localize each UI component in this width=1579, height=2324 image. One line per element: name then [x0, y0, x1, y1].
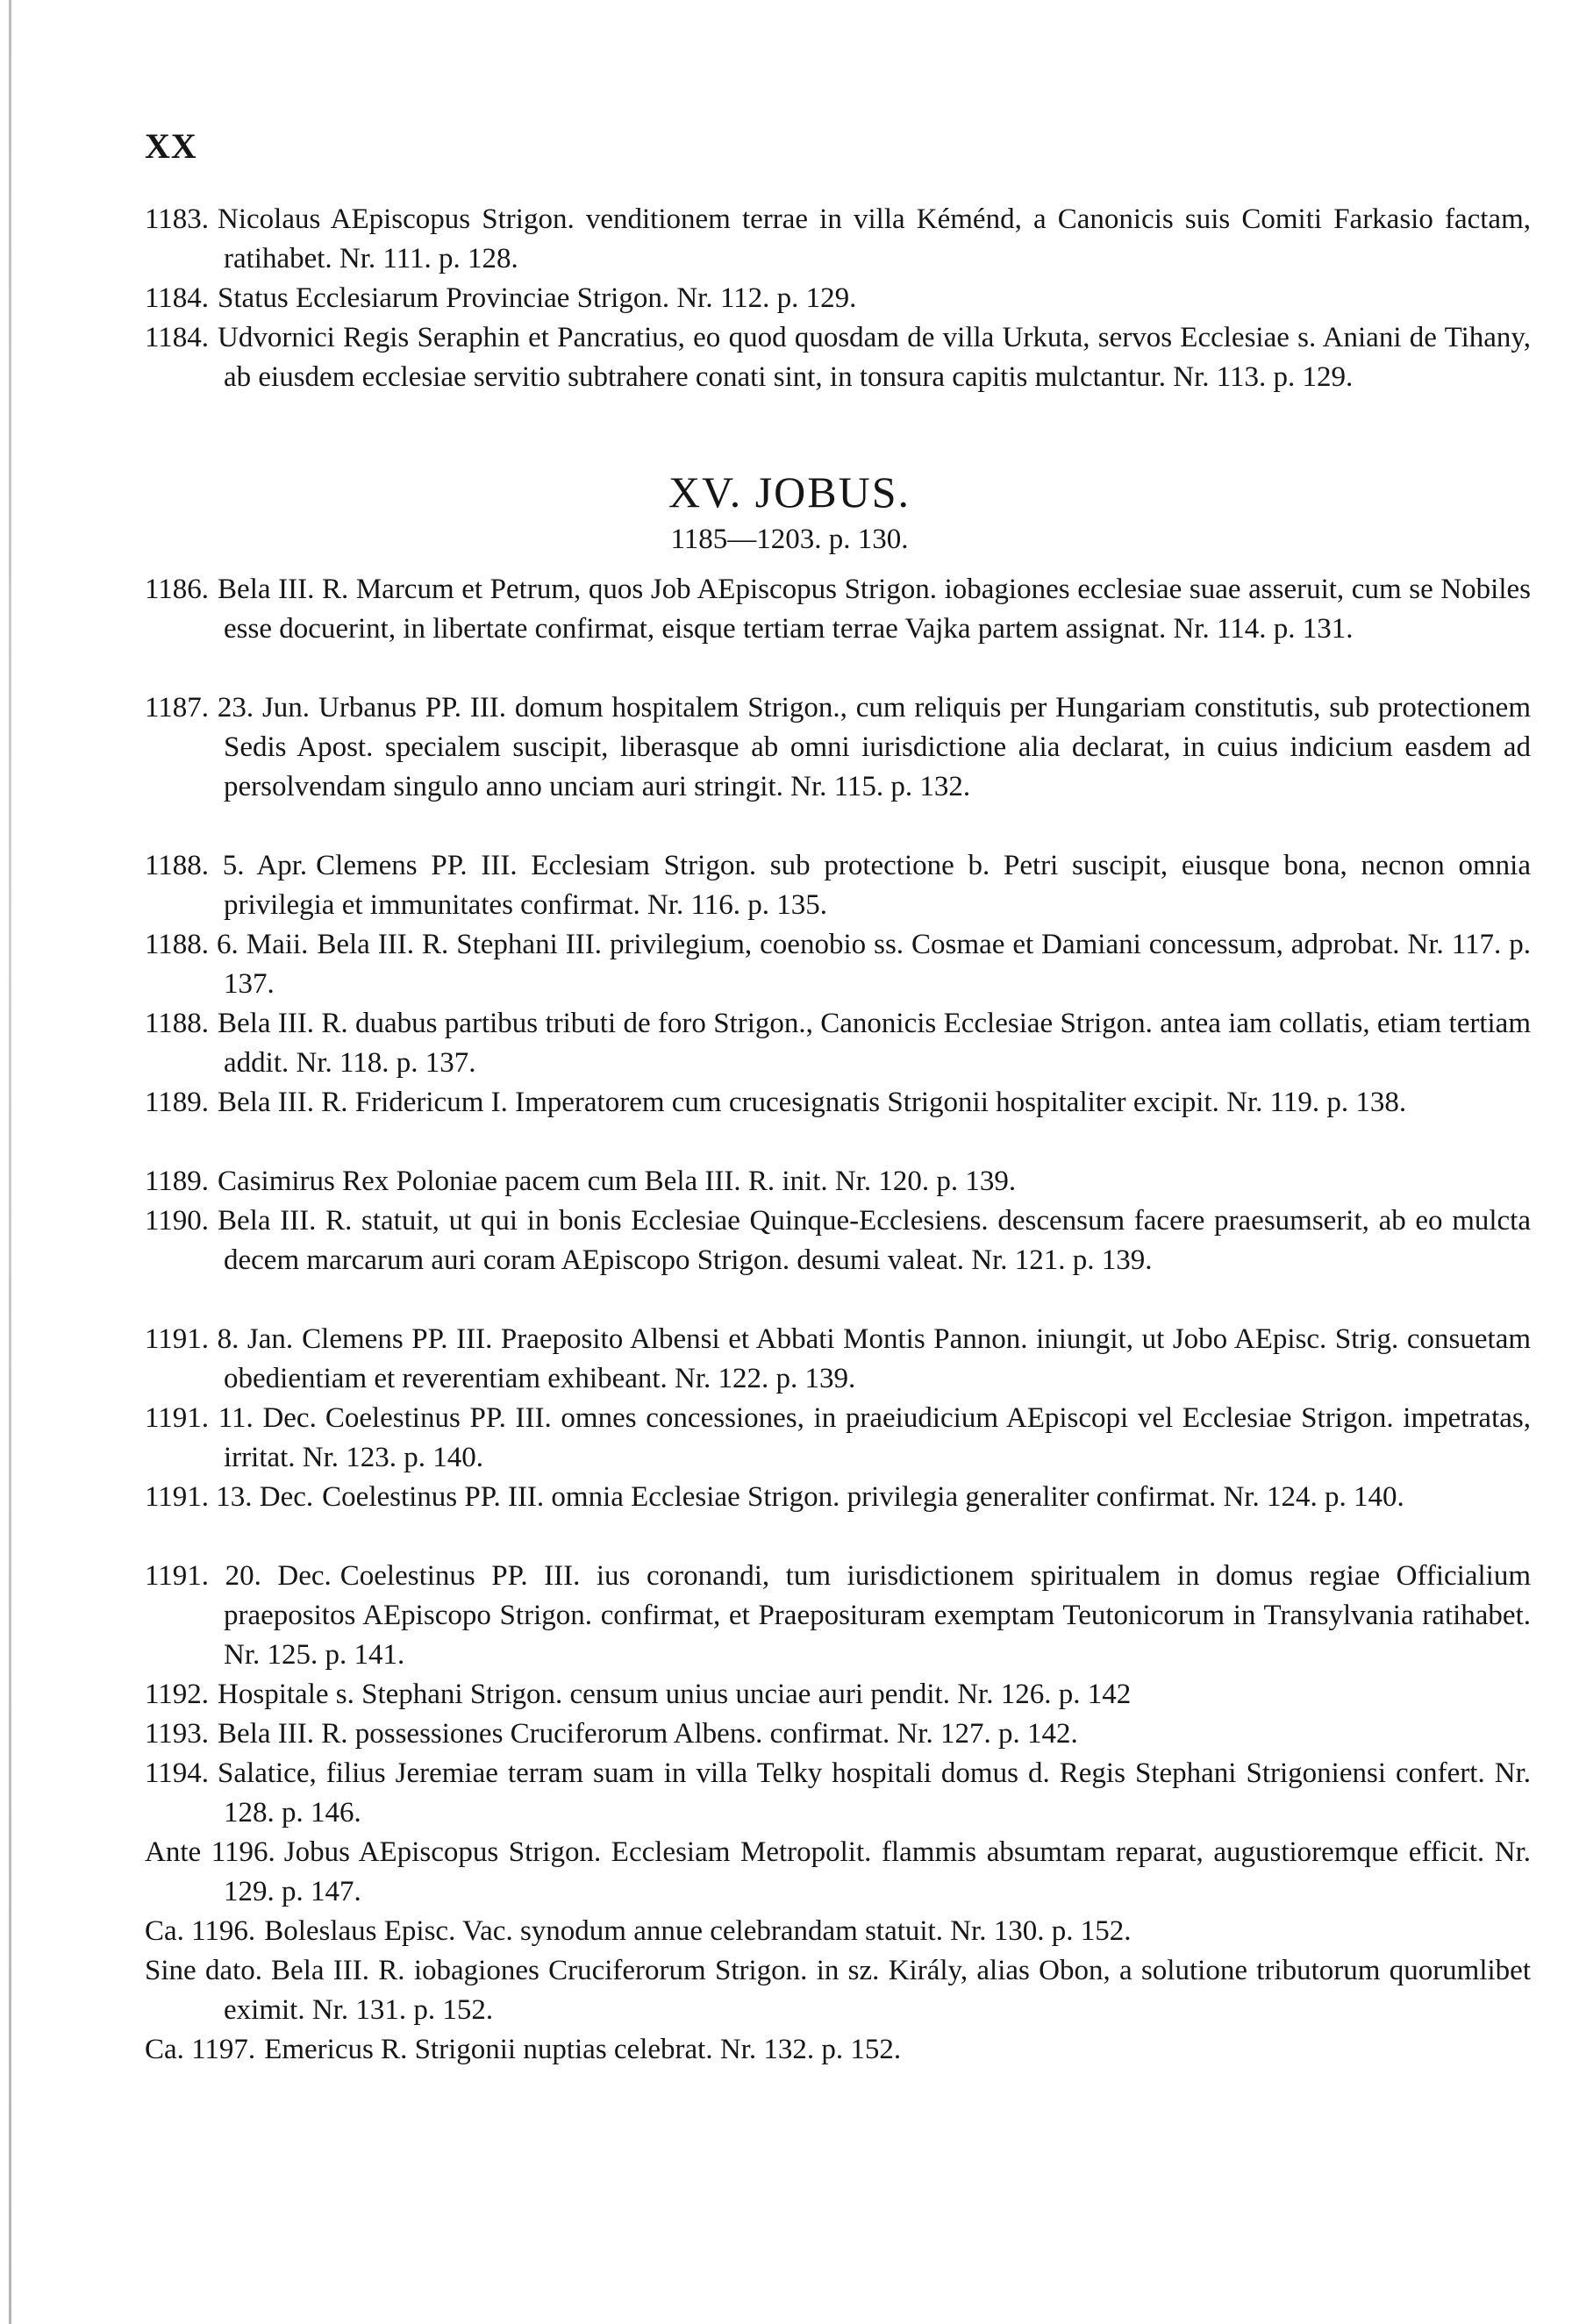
- entry-date: 1189.: [145, 1087, 210, 1118]
- entry-text: Nicolaus AEpiscopus Strigon. venditionem terrae in villa Kéménd, a Canonicis suis Comiti Farkasio factam, ratihabet. Nr. 111. p. 128.: [218, 203, 1531, 274]
- list-item: [145, 2030, 1531, 2070]
- entry-date: 1184.: [145, 282, 210, 314]
- entry-text: Boleslaus Episc. Vac. synodum annue celebrandam statuit. Nr. 130. p. 152.: [264, 1915, 1132, 1947]
- entry-text: Bela III. R. iobagiones Cruciferorum Strigon. in sz. Király, alias Obon, a solutione tributorum quorumlibet eximit. Nr. 131. p. 152.: [224, 1955, 1532, 2026]
- entry-text: Bela III. R. Marcum et Petrum, quos Job AEpiscopus Strigon. iobagiones ecclesiae suae asseruit, cum se Nobiles esse docuerint, in libertate confirmat, eisque tertiam terrae Vajka partem assignat. Nr. 114. p. 131.: [218, 574, 1531, 645]
- list-item: [145, 1320, 1531, 1399]
- entry-date: 1188. 5. Apr.: [145, 850, 308, 881]
- list-item: [145, 846, 1531, 925]
- list-item: [145, 1557, 1531, 1675]
- section-years: 1185—1203. p. 130.: [670, 524, 909, 555]
- entry-text: Coelestinus PP. III. omnia Ecclesiae Strigon. privilegia generaliter confirmat. Nr. 124. p. 140.: [322, 1481, 1404, 1513]
- list-item: [145, 1951, 1531, 2030]
- entry-date: 1189.: [145, 1166, 210, 1197]
- entry-text: Bela III. R. Stephani III. privilegium, coenobio ss. Cosmae et Damiani concessum, adprobat. Nr. 117. p. 137.: [224, 929, 1532, 1000]
- entry-text: Salatice, filius Jeremiae terram suam in villa Telky hospitali domus d. Regis Stephani Strigoniensi confert. Nr. 128. p. 146.: [218, 1757, 1531, 1829]
- entry-date: 1194.: [145, 1757, 210, 1789]
- list-item: [145, 1004, 1531, 1083]
- entry-text: Coelestinus PP. III. omnes concessiones, in praeiudicium AEpiscopi vel Ecclesiae Strigon. impetratas, irritat. Nr. 123. p. 140.: [224, 1402, 1531, 1473]
- entry-date: Ca. 1196.: [145, 1915, 256, 1947]
- list-item: [145, 1162, 1531, 1201]
- list-item: [145, 925, 1531, 1004]
- entry-date: 1187. 23. Jun.: [145, 692, 311, 724]
- entry-date: Ante 1196.: [145, 1836, 275, 1868]
- entry-date: 1186.: [145, 574, 210, 605]
- entry-date: 1190.: [145, 1205, 210, 1237]
- list-item: [145, 1478, 1531, 1517]
- list-item: [145, 279, 1531, 318]
- list-item: [145, 318, 1531, 397]
- entry-text: Emericus R. Strigonii nuptias celebrat. Nr. 132. p. 152.: [264, 2034, 902, 2065]
- entry-date: 1193.: [145, 1718, 210, 1750]
- scan-edge: [9, 0, 11, 2324]
- entry-date: 1192.: [145, 1679, 210, 1710]
- entry-date: 1184.: [145, 322, 210, 353]
- entry-text: Status Ecclesiarum Provinciae Strigon. Nr. 112. p. 129.: [218, 282, 857, 314]
- entry-date: 1191. 13. Dec.: [145, 1481, 314, 1513]
- entry-date: 1191. 8. Jan.: [145, 1323, 294, 1355]
- entry-text: Clemens PP. III. Praeposito Albensi et Abbati Montis Pannon. iniungit, ut Jobo AEpisc. Strig. consuetam obedientiam et reverentiam exhibeant. Nr. 122. p. 139.: [224, 1323, 1532, 1394]
- entry-date: 1191. 20. Dec.: [145, 1560, 332, 1592]
- entry-date: Sine dato.: [145, 1955, 263, 1986]
- entry-text: Bela III. R. Fridericum I. Imperatorem cum crucesignatis Strigonii hospitaliter excipit. Nr. 119. p. 138.: [218, 1087, 1407, 1118]
- list-item: [145, 200, 1531, 279]
- entry-text: Hospitale s. Stephani Strigon. censum unius unciae auri pendit. Nr. 126. p. 142: [218, 1679, 1132, 1710]
- list-item: [145, 1201, 1531, 1280]
- section-title: XV. JOBUS.: [668, 467, 911, 517]
- entry-date: 1183.: [145, 203, 210, 235]
- list-item: [145, 1754, 1531, 1833]
- list-item: [145, 1714, 1531, 1754]
- list-item: [145, 688, 1531, 807]
- entry-date: 1188.: [145, 1008, 210, 1039]
- list-item: [145, 1675, 1531, 1714]
- entry-text: Clemens PP. III. Ecclesiam Strigon. sub protectione b. Petri suscipit, eiusque bona, necnon omnia privilegia et immunitates confirmat. Nr. 116. p. 135.: [224, 850, 1531, 921]
- list-item: [145, 1833, 1531, 1912]
- entry-date: 1188. 6. Maii.: [145, 929, 309, 960]
- list-item: [145, 570, 1531, 649]
- entry-date: Ca. 1197.: [145, 2034, 256, 2065]
- page-number: XX: [145, 126, 197, 166]
- entry-text: Coelestinus PP. III. ius coronandi, tum iurisdictionem spiritualem in domus regiae Officialium praepositos AEpiscopo Strigon. confirmat, et Praeposituram exemptam Teutonicorum in Transylvania ratihabet. Nr. 125. p. 141.: [224, 1560, 1532, 1671]
- list-item: [145, 1399, 1531, 1478]
- entry-text: Bela III. R. possessiones Cruciferorum Albens. confirmat. Nr. 127. p. 142.: [218, 1718, 1078, 1750]
- entry-text: Udvornici Regis Seraphin et Pancratius, eo quod quosdam de villa Urkuta, servos Ecclesiae s. Aniani de Tihany, ab eiusdem ecclesiae servitio subtrahere conati sint, in tonsura capitis mulctantur. Nr. 113. p. 129.: [218, 322, 1531, 393]
- entry-text: Urbanus PP. III. domum hospitalem Strigon., cum reliquis per Hungariam constitutis, sub protectionem Sedis Apost. specialem suscipit, liberasque ab omni iurisdictione alia declarat, in cuius indicium easdem ad persolvendam singulo anno unciam auri stringit. Nr. 115. p. 132.: [224, 692, 1531, 802]
- list-item: [145, 1912, 1531, 1951]
- entry-text: Casimirus Rex Poloniae pacem cum Bela III. R. init. Nr. 120. p. 139.: [218, 1166, 1017, 1197]
- entry-text: Bela III. R. statuit, ut qui in bonis Ecclesiae Quinque-Ecclesiens. descensum facere praesumserit, ab eo mulcta decem marcarum auri coram AEpiscopo Strigon. desumi valeat. Nr. 121. p. 139.: [218, 1205, 1531, 1276]
- entry-text: Bela III. R. duabus partibus tributi de foro Strigon., Canonicis Ecclesiae Strigon. antea iam collatis, etiam tertiam addit. Nr. 118. p. 137.: [218, 1008, 1531, 1079]
- entry-date: 1191. 11. Dec.: [145, 1402, 317, 1434]
- list-item: [145, 1083, 1531, 1123]
- entry-text: Jobus AEpiscopus Strigon. Ecclesiam Metropolit. flammis absumtam reparat, augustioremque efficit. Nr. 129. p. 147.: [224, 1836, 1531, 1907]
